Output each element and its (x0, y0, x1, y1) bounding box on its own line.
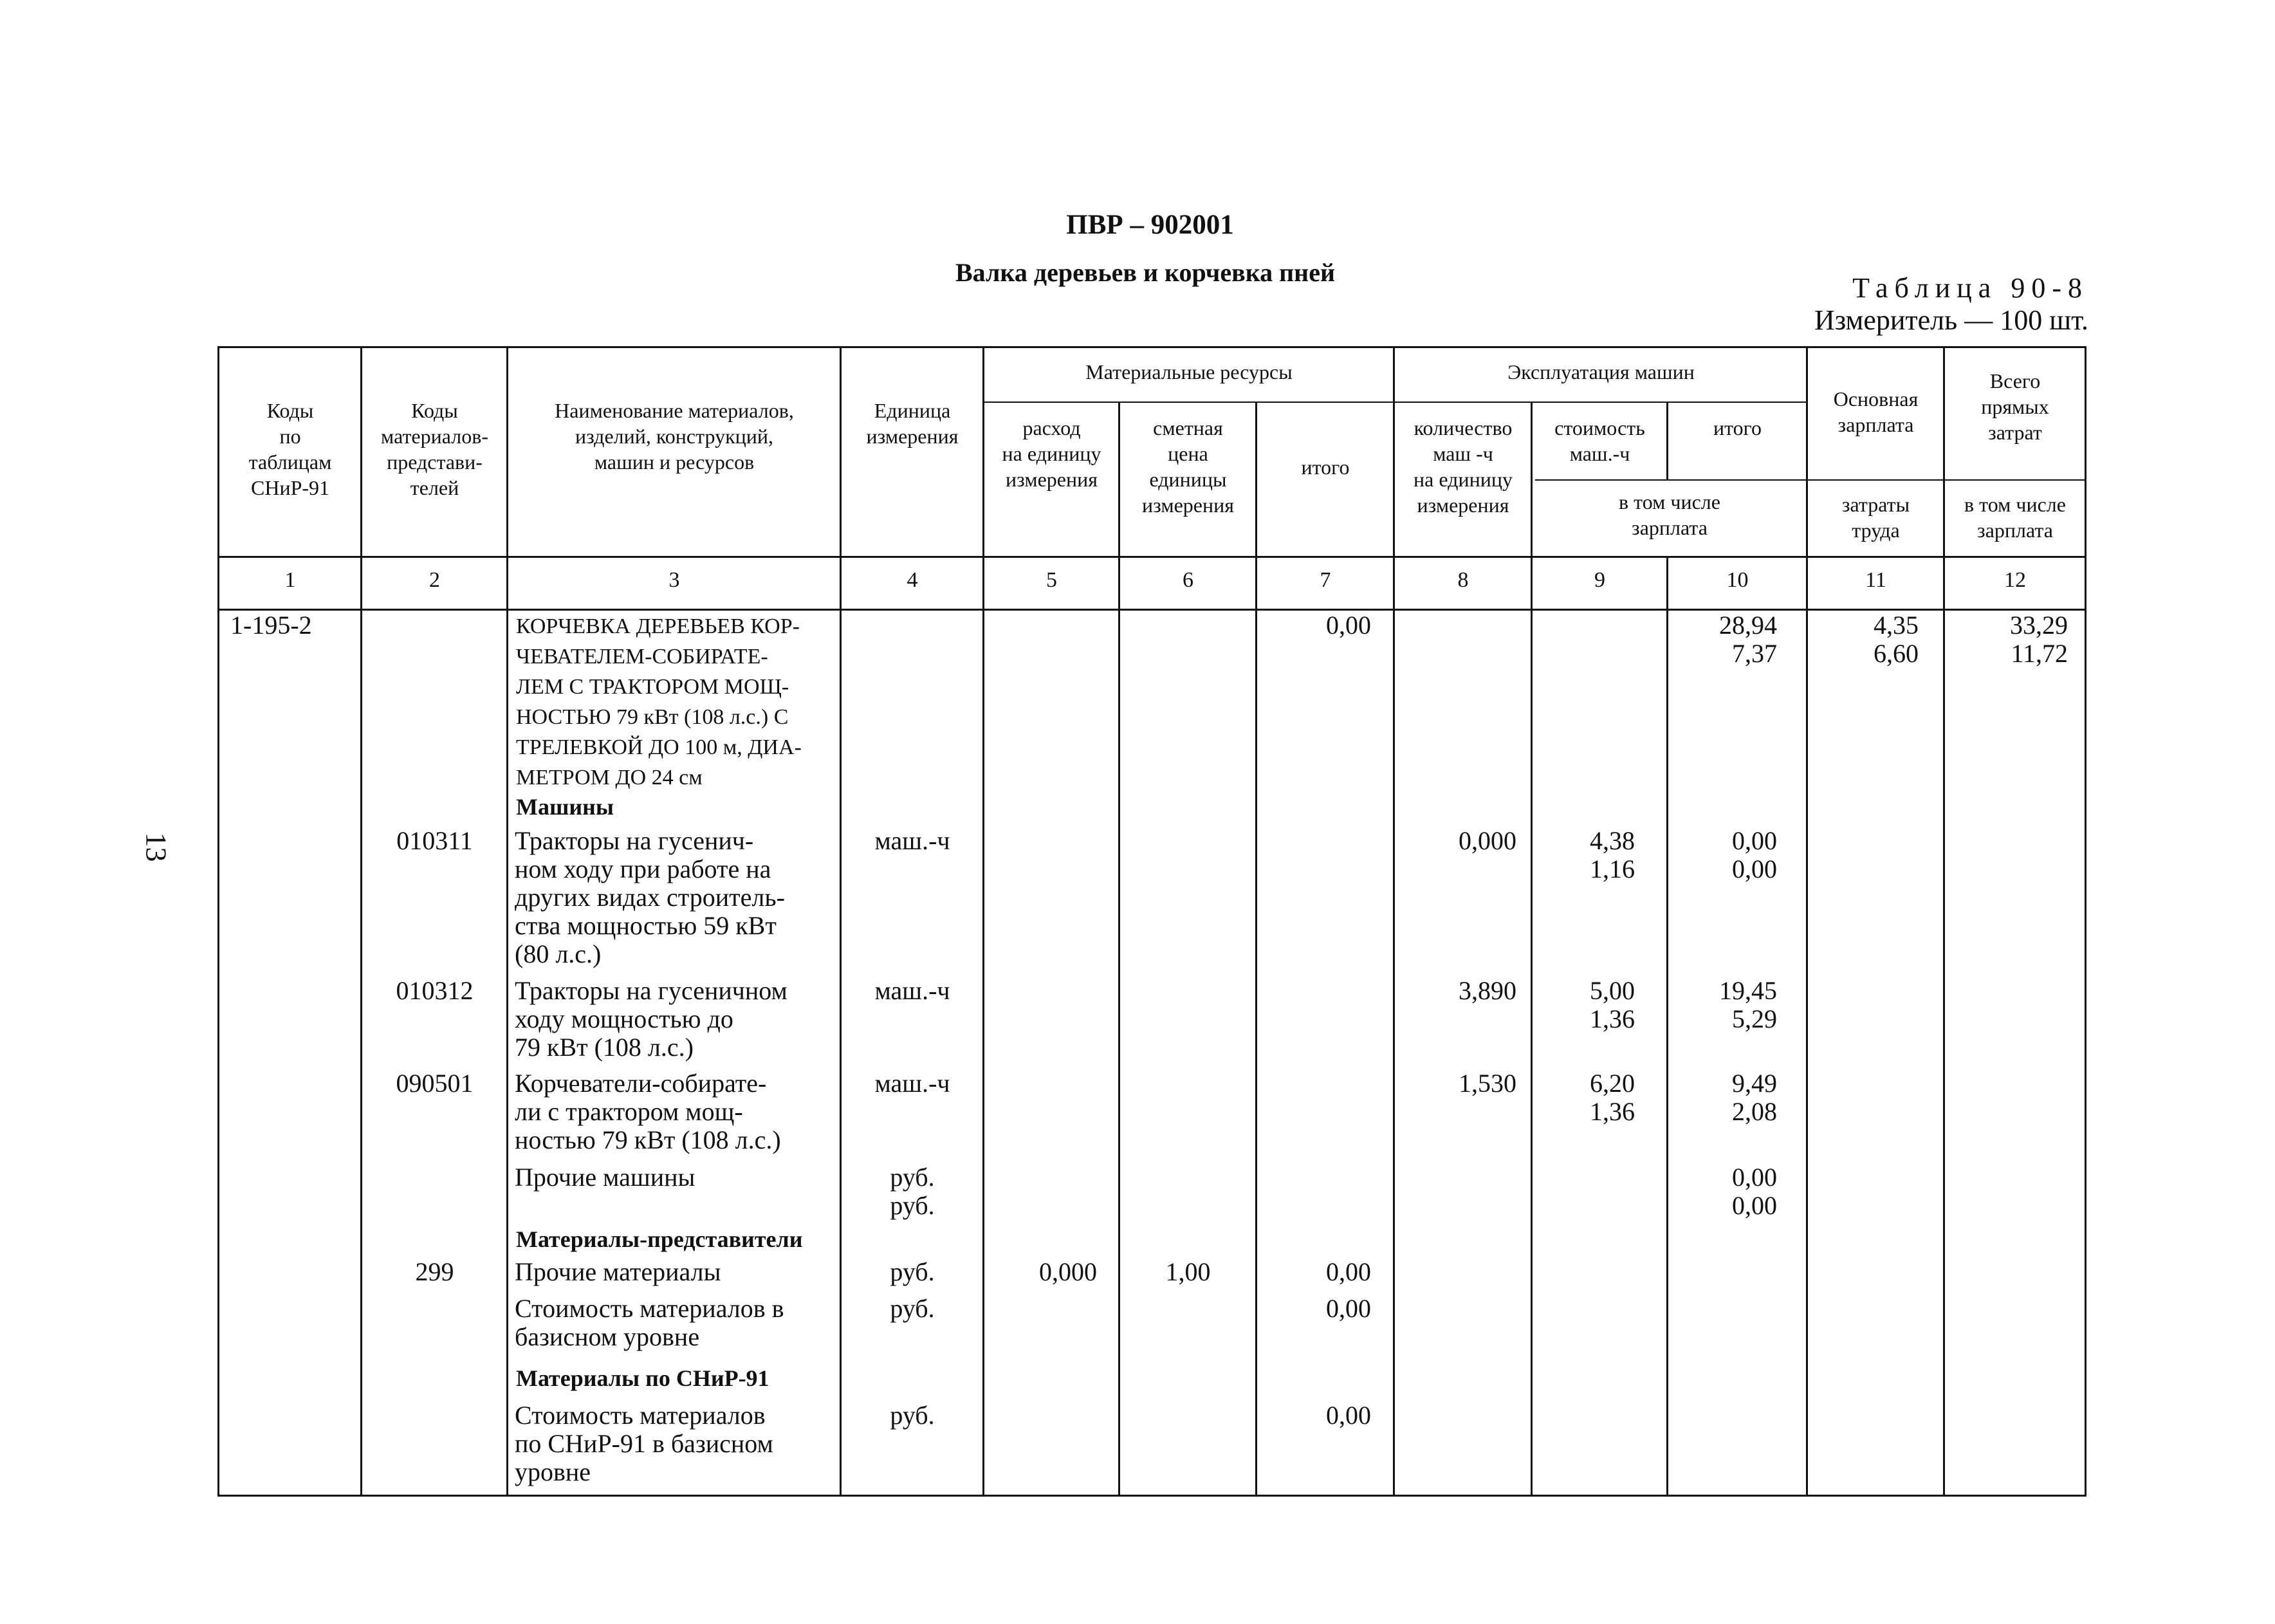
col-header-12: Всего прямых затрат (1981, 369, 2049, 444)
col-header-1: Коды по таблицам СНиР-91 (248, 399, 332, 499)
row-name: (80 л.с.) (515, 939, 602, 968)
col-header-7: итого (1301, 456, 1350, 479)
row-hour-cost: 6,20 (1590, 1069, 1635, 1098)
group-header-materials: Материальные ресурсы (1085, 360, 1293, 383)
row-name: ном ходу при работе на (515, 854, 771, 883)
col-number: 7 (1320, 568, 1331, 592)
col-number: 5 (1046, 568, 1057, 592)
row-unit: руб. (890, 1294, 935, 1323)
col-header-4: Единица измерения (866, 399, 959, 448)
row-hour-cost: 4,38 (1590, 826, 1635, 855)
row-code: 010312 (396, 976, 474, 1005)
col-header-5: расход на единицу измерения (1002, 416, 1101, 491)
title-machines-total: 28,94 (1719, 611, 1777, 640)
row-code: 090501 (396, 1069, 474, 1098)
row-wage: 0,00 (1732, 1191, 1777, 1220)
row-name: Прочие машины (515, 1163, 695, 1192)
title-labor: 6,60 (1874, 639, 1919, 668)
row-name: других видах строитель- (515, 883, 785, 912)
row-name: Стоимость материалов (515, 1401, 766, 1430)
row-name: базисном уровне (515, 1322, 700, 1351)
col-header-11-sub: затраты труда (1841, 493, 1910, 542)
table-label: Таблица 90-8 (1852, 272, 2088, 304)
row-total-materials: 0,00 (1326, 1257, 1371, 1286)
col-header-2: Коды материалов- представи- телей (381, 399, 488, 499)
col-header-9-10-sub: в том числе зарплата (1619, 490, 1720, 539)
title-base-wage: 4,35 (1874, 611, 1919, 640)
row-name: по СНиР-91 в базисном (515, 1429, 773, 1458)
row-name: Тракторы на гусенич- (515, 826, 754, 855)
row-wage: 2,08 (1732, 1097, 1777, 1126)
row-total: 19,45 (1719, 976, 1777, 1005)
row-wage: 0,00 (1732, 854, 1777, 883)
row-machine-hours: 0,000 (1459, 826, 1516, 855)
row-unit: маш.-ч (874, 976, 950, 1005)
row-name: Тракторы на гусеничном (515, 976, 788, 1005)
row-machine-hours: 3,890 (1459, 976, 1516, 1005)
document-subtitle: Валка деревьев и корчевка пней (955, 258, 1336, 287)
row-name: Корчеватели-собирате- (515, 1069, 767, 1098)
col-header-6: сметная цена единицы измерения (1142, 416, 1234, 517)
col-number: 6 (1183, 568, 1193, 592)
row-wage: 5,29 (1732, 1004, 1777, 1033)
title-direct-wage: 11,72 (2011, 639, 2068, 668)
col-number: 12 (2004, 568, 2026, 592)
row-name: ли с трактором мощ- (515, 1097, 743, 1126)
title-machines-wage: 7,37 (1732, 639, 1777, 668)
col-header-12-sub: в том числе зарплата (1964, 493, 2066, 542)
section-snir: Материалы по СНиР-91 (516, 1365, 769, 1391)
row-hour-wage: 1,36 (1590, 1097, 1635, 1126)
row-total: 0,00 (1732, 826, 1777, 855)
title-direct-total: 33,29 (2010, 611, 2068, 640)
row-code: 010311 (396, 826, 473, 855)
col-number: 3 (668, 568, 680, 592)
row-unit: руб. (890, 1191, 935, 1220)
row-name: ходу мощностью до (515, 1004, 733, 1033)
col-number: 1 (284, 568, 296, 592)
row-unit: руб. (890, 1163, 935, 1192)
row-total-materials: 0,00 (1326, 1294, 1371, 1323)
col-header-10: итого (1713, 416, 1762, 439)
row-price: 1,00 (1165, 1257, 1211, 1286)
row-name: 79 кВт (108 л.с.) (515, 1033, 694, 1062)
row-name: ства мощностью 59 кВт (515, 911, 777, 940)
col-number: 2 (429, 568, 440, 592)
document-code: ПВР – 902001 (1066, 210, 1234, 240)
row-hour-wage: 1,16 (1590, 854, 1635, 883)
col-header-11: Основная зарплата (1833, 387, 1919, 436)
page-number: 13 (140, 832, 173, 862)
row-name: ностью 79 кВт (108 л.с.) (515, 1125, 781, 1154)
row-code: 299 (415, 1257, 454, 1286)
group-header-machines: Эксплуатация машин (1507, 360, 1695, 383)
row-hour-wage: 1,36 (1590, 1004, 1635, 1033)
col-number: 8 (1457, 568, 1469, 592)
title-total-materials: 0,00 (1326, 611, 1371, 640)
row-consumption: 0,000 (1039, 1257, 1097, 1286)
col-number: 11 (1865, 568, 1886, 592)
table-code: 1-195-2 (230, 611, 312, 640)
row-unit: руб. (890, 1257, 935, 1286)
unit-label: Измеритель — 100 шт. (1814, 304, 2088, 336)
col-number: 9 (1594, 568, 1605, 592)
row-unit: маш.-ч (874, 826, 950, 855)
row-name: Стоимость материалов в (515, 1294, 784, 1323)
row-unit: руб. (890, 1401, 935, 1430)
section-machines: Машины (516, 794, 614, 820)
row-name: уровне (515, 1457, 591, 1486)
row-machine-hours: 1,530 (1459, 1069, 1516, 1098)
row-total-materials: 0,00 (1326, 1401, 1371, 1430)
row-unit: маш.-ч (874, 1069, 950, 1098)
row-hour-cost: 5,00 (1590, 976, 1635, 1005)
row-total: 0,00 (1732, 1163, 1777, 1192)
section-materials: Материалы-представители (516, 1226, 803, 1252)
col-header-9: стоимость маш.-ч (1554, 416, 1645, 465)
col-number: 10 (1726, 568, 1749, 592)
col-number: 4 (907, 568, 918, 592)
col-header-3: Наименование материалов, изделий, конструкций, машин и ресурсов (555, 399, 794, 474)
row-name: Прочие материалы (515, 1257, 721, 1286)
row-total: 9,49 (1732, 1069, 1777, 1098)
col-header-8: количество маш -ч на единицу измерения (1414, 416, 1513, 517)
